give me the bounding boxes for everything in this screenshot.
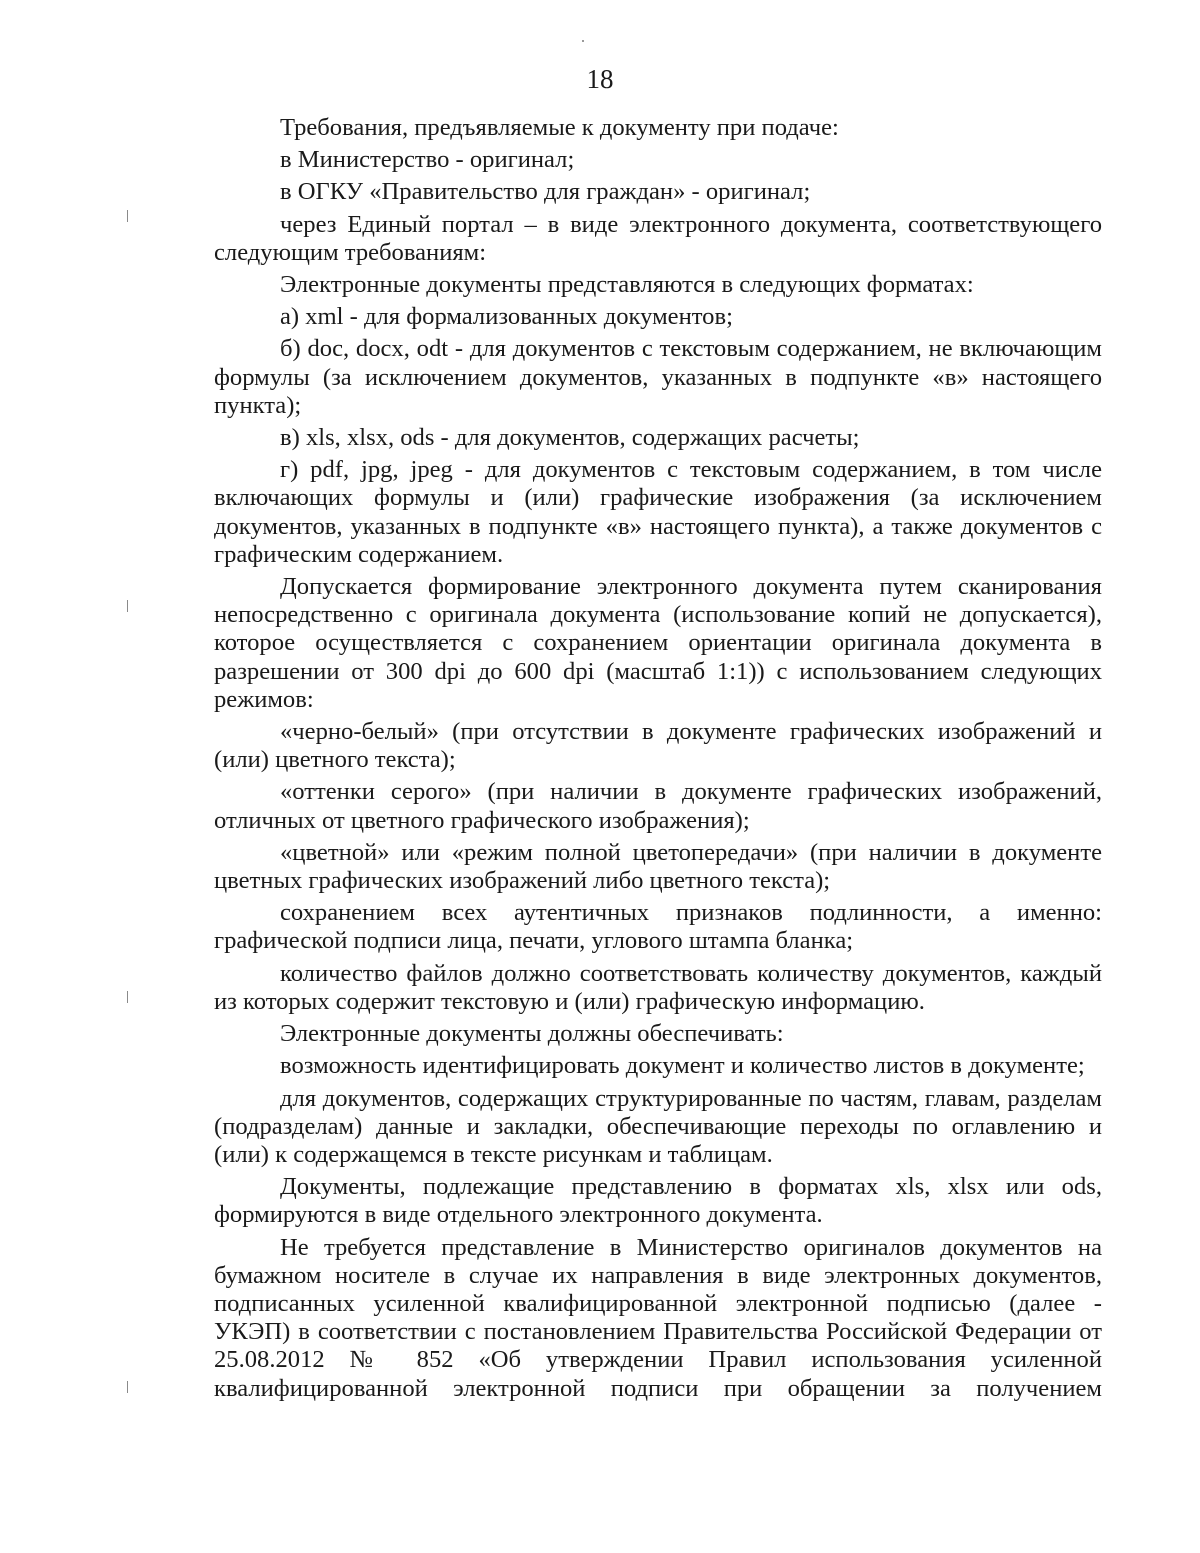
paragraph: «оттенки серого» (при наличии в документе графических изображений, отличных от цветного графического изображения); <box>214 778 1102 834</box>
scan-margin-mark <box>127 1381 128 1393</box>
paragraph: а) xml - для формализованных документов; <box>280 303 733 331</box>
paragraph: Требования, предъявляемые к документу при подаче: <box>280 114 839 141</box>
paragraph: Не требуется представление в Министерство оригиналов документов на бумажном носителе в случае их направления в виде электронных документов, подписанных усиленной квалифицированной электронной подписью (далее - УКЭП) в соответствии с постановлением Правительства Российской Федерации от 25.08.2012 № 852 «Об утверждении Правил использования усиленной квалифицированной электронной подписи при обращении за получением <box>214 1233 1102 1402</box>
scan-margin-mark <box>127 210 128 222</box>
paragraph: в) xls, xlsx, ods - для документов, содержащих расчеты; <box>280 424 860 452</box>
paragraph: «цветной» или «режим полной цветопередачи» (при наличии в документе цветных графических изображений либо цветного текста); <box>214 838 1102 895</box>
document-body <box>214 114 1102 1403</box>
paragraph: количество файлов должно соответствовать количеству документов, каждый из которых содержит текстовую и (или) графическую информацию. <box>214 959 1102 1015</box>
paragraph: Электронные документы должны обеспечивать: <box>280 1020 784 1048</box>
paragraph: в Министерство - оригинал; <box>280 146 575 174</box>
paragraph: «черно-белый» (при отсутствии в документе графических изображений и (или) цветного текста); <box>214 718 1102 774</box>
paragraph: возможность идентифицировать документ и количество листов в документе; <box>280 1052 1085 1080</box>
paragraph: Электронные документы представляются в следующих форматах: <box>280 271 974 299</box>
page-number: 18 <box>586 64 614 94</box>
scan-margin-mark <box>127 991 128 1003</box>
paragraph: для документов, содержащих структурированные по частям, главам, разделам (подразделам) данные и закладки, обеспечивающие переходы по оглавлению и (или) к содержащемся в тексте рисункам и таблицам. <box>214 1084 1102 1168</box>
paragraph: в ОГКУ «Правительство для граждан» - оригинал; <box>280 178 811 206</box>
scan-margin-mark <box>127 600 128 612</box>
paragraph: Допускается формирование электронного документа путем сканирования непосредственно с оригинала документа (использование копий не допускается), которое осуществляется с сохранением ориентации оригинала документа в разрешении от 300 dpi до 600 dpi (масштаб 1:1)) с использованием следующих режимов: <box>214 573 1102 713</box>
paragraph: б) doc, docx, odt - для документов с текстовым содержанием, не включающим формулы (за исключением документов, указанных в подпункте «в» настоящего пункта); <box>214 335 1102 419</box>
paragraph: сохранением всех аутентичных признаков подлинности, а именно: графической подписи лица, печати, углового штампа бланка; <box>214 899 1102 955</box>
scan-artifact-dot <box>582 40 584 42</box>
paragraph: Документы, подлежащие представлению в форматах xls, xlsx или ods, формируются в виде отдельного электронного документа. <box>214 1173 1102 1229</box>
paragraph: через Единый портал – в виде электронного документа, соответствующего следующим требованиям: <box>214 210 1102 266</box>
paragraph: г) pdf, jpg, jpeg - для документов с текстовым содержанием, в том числе включающих формулы и (или) графические изображения (за исключением документов, указанных в подпункте «в» настоящего пункта), а также документов с графическим содержанием. <box>214 456 1102 568</box>
